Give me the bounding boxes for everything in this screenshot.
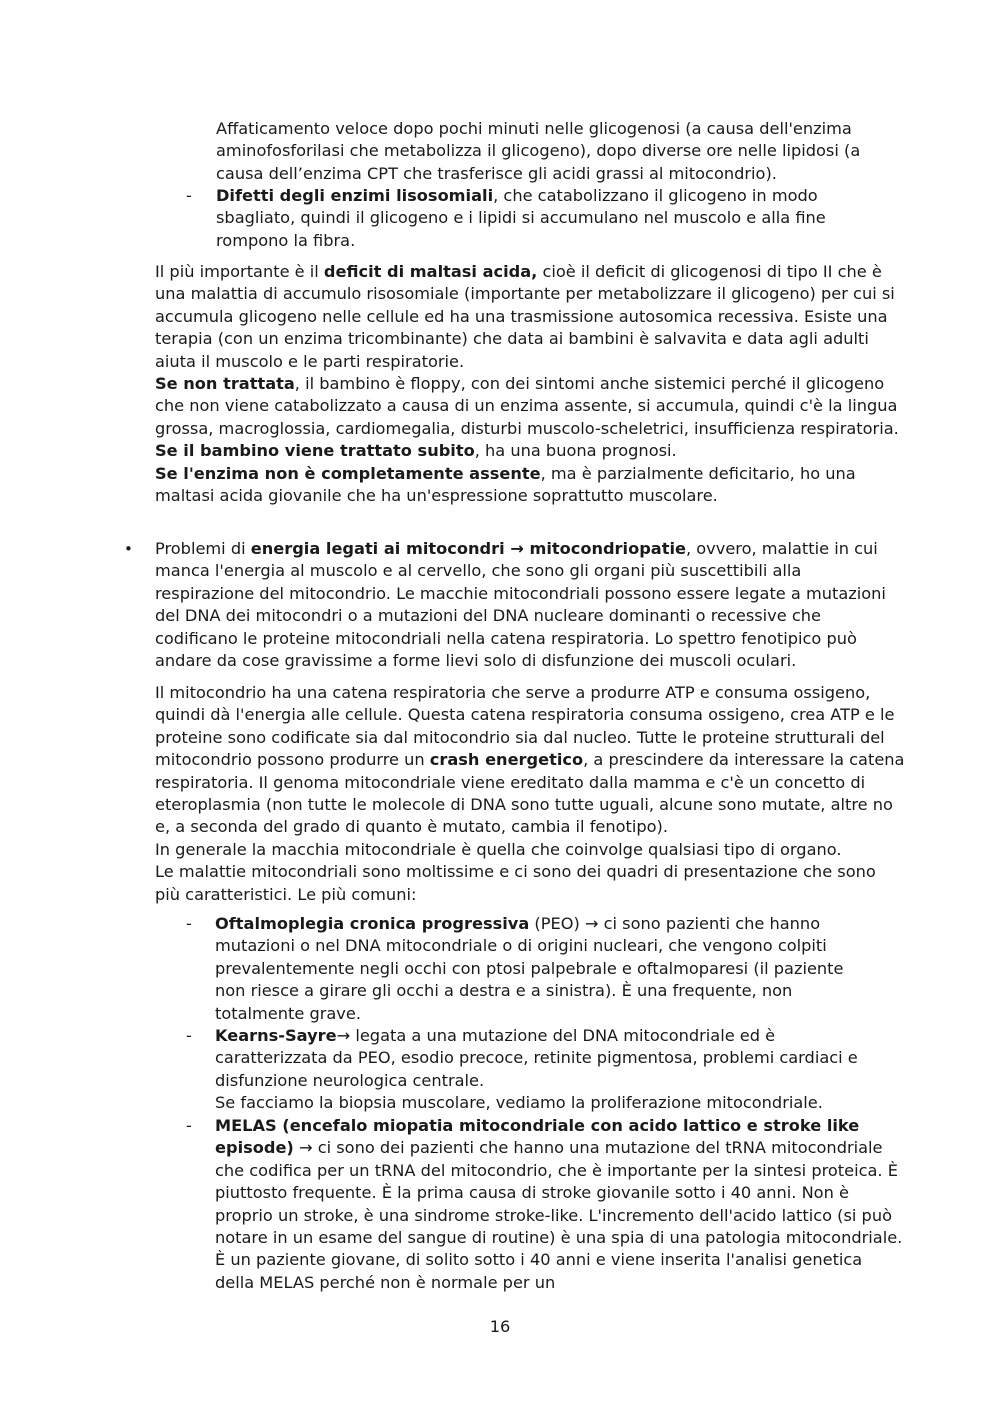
untreated-paragraph: Se non trattata, il bambino è floppy, con dei sintomi anche sistemici perché il glicogeno che non viene catabolizzato a causa di un enzima assente, si accumula, quindi c'è la lingua grossa, macroglossia, cardiomegalia, disturbi muscolo-scheletrici, insufficienza respiratoria. <box>155 374 899 438</box>
list-dash: - <box>186 1026 192 1045</box>
common-diseases-intro: Le malattie mitocondriali sono moltissime e ci sono dei quadri di presentazione che sono più caratteristici. Le più comuni: <box>155 862 876 904</box>
mitochondria-bullet-paragraph: Problemi di energia legati ai mitocondri → mitocondriopatie, ovvero, malattie in cui manca l'energia al muscolo e al cervello, che sono gli organi più suscettibili alla respirazione del mitocondrio. Le macchie mitocondriali possono essere legate a mutazioni del DNA dei mitocondri o a mutazioni del DNA nucleare dominanti o recessive che codificano le proteine mitocondriali nella catena respiratoria. Lo spettro fenotipico può andare da cose gravissime a forme lievi solo di disfunzione dei muscoli oculari. <box>155 539 886 671</box>
treated-paragraph: Se il bambino viene trattato subito, ha una buona prognosi. <box>155 441 677 461</box>
maltasi-paragraph: Il più importante è il deficit di maltasi acida, cioè il deficit di glicogenosi di tipo II che è una malattia di accumulo risosomiale (importante per metabolizzare il glicogeno) per cui si accumula glicogeno nelle cellule ed ha una trasmissione autosomica recessiva. Esiste una terapia (con un enzima tricombinante) che data ai bambini è salvavita e data agli adulti aiuta il muscolo e le parti respiratorie. <box>155 262 895 371</box>
list-dash: - <box>186 914 192 933</box>
continuation-paragraph: Affaticamento veloce dopo pochi minuti nelle glicogenosi (a causa dell'enzima aminofosforilasi che metabolizza il glicogeno), dopo diverse ore nelle lipidosi (a causa dell’enzima CPT che trasferisce gli acidi grassi al mitocondrio). <box>216 119 861 183</box>
list-item-lysosomal-enzymes: Difetti degli enzimi lisosomiali, che catabolizzano il glicogeno in modo sbagliato, quindi il glicogeno e i lipidi si accumulano nel muscolo e alla fine rompono la fibra. <box>216 186 826 250</box>
biopsy-note: Se facciamo la biopsia muscolare, vediamo la proliferazione mitocondriale. <box>215 1093 823 1113</box>
page-number: 16 <box>489 1317 511 1336</box>
partial-deficit-paragraph: Se l'enzima non è completamente assente, ma è parzialmente deficitario, ho una maltasi acida giovanile che ha un'espressione soprattutto muscolare. <box>155 463 856 506</box>
list-item-peo: Oftalmoplegia cronica progressiva (PEO) → ci sono pazienti che hanno mutazioni o nel DNA mitocondriale o di origini nucleari, che vengono colpiti prevalentemente negli occhi con ptosi palpebrale e oftalmoparesi (il paziente non riesce a girare gli occhi a destra e a sinistra). È una frequente, non totalmente grave. <box>215 914 844 1023</box>
general-paragraph: In generale la macchia mitocondriale è quella che coinvolge qualsiasi tipo di organo. <box>155 839 842 859</box>
list-dash: - <box>186 186 192 205</box>
bullet-icon: • <box>124 540 133 558</box>
list-item-melas: MELAS (encefalo miopatia mitocondriale con acido lattico e stroke like episode) → ci sono dei pazienti che hanno una mutazione del tRNA mitocondriale che codifica per un tRNA del mitocondrio, che è importante per la sintesi proteica. È piuttosto frequente. È la prima causa di stroke giovanile sotto i 40 anni. Non è proprio un stroke, è una sindrome stroke-like. L'incremento dell'acido lattico (si può notare in un esame del sangue di routine) è una spia di una patologia mitocondriale. È un paziente giovane, di solito sotto i 40 anni e viene inserita l'analisi genetica della MELAS perché non è normale per un <box>215 1116 903 1292</box>
maltasi-section <box>155 261 903 507</box>
mitochondria-section <box>155 682 905 906</box>
list-item-kearns-sayre: Kearns-Sayre→ legata a una mutazione del DNA mitocondriale ed è caratterizzata da PEO, esodio precoce, retinite pigmentosa, problemi cardiaci e disfunzione neurologica centrale. Se facciamo la biopsia muscolare, vediamo la proliferazione mitocondriale. <box>215 1025 875 1115</box>
list-dash: - <box>186 1116 192 1135</box>
respiratory-chain-paragraph: Il mitocondrio ha una catena respiratoria che serve a produrre ATP e consuma ossigeno, quindi dà l'energia alle cellule. Questa catena respiratoria consuma ossigeno, crea ATP e le proteine sono codificate sia dal mitocondrio sia dal nucleo. Tutte le proteine strutturali del mitocondrio possono produrre un crash energetico, a prescindere da interessare la catena respiratoria. Il genoma mitocondriale viene ereditato dalla mamma e c'è un concetto di eteroplasmia (non tutte le molecole di DNA sono tutte uguali, alcune sono mutate, altre no e, a seconda del grado di quanto è mutato, cambia il fenotipo). <box>155 683 905 837</box>
